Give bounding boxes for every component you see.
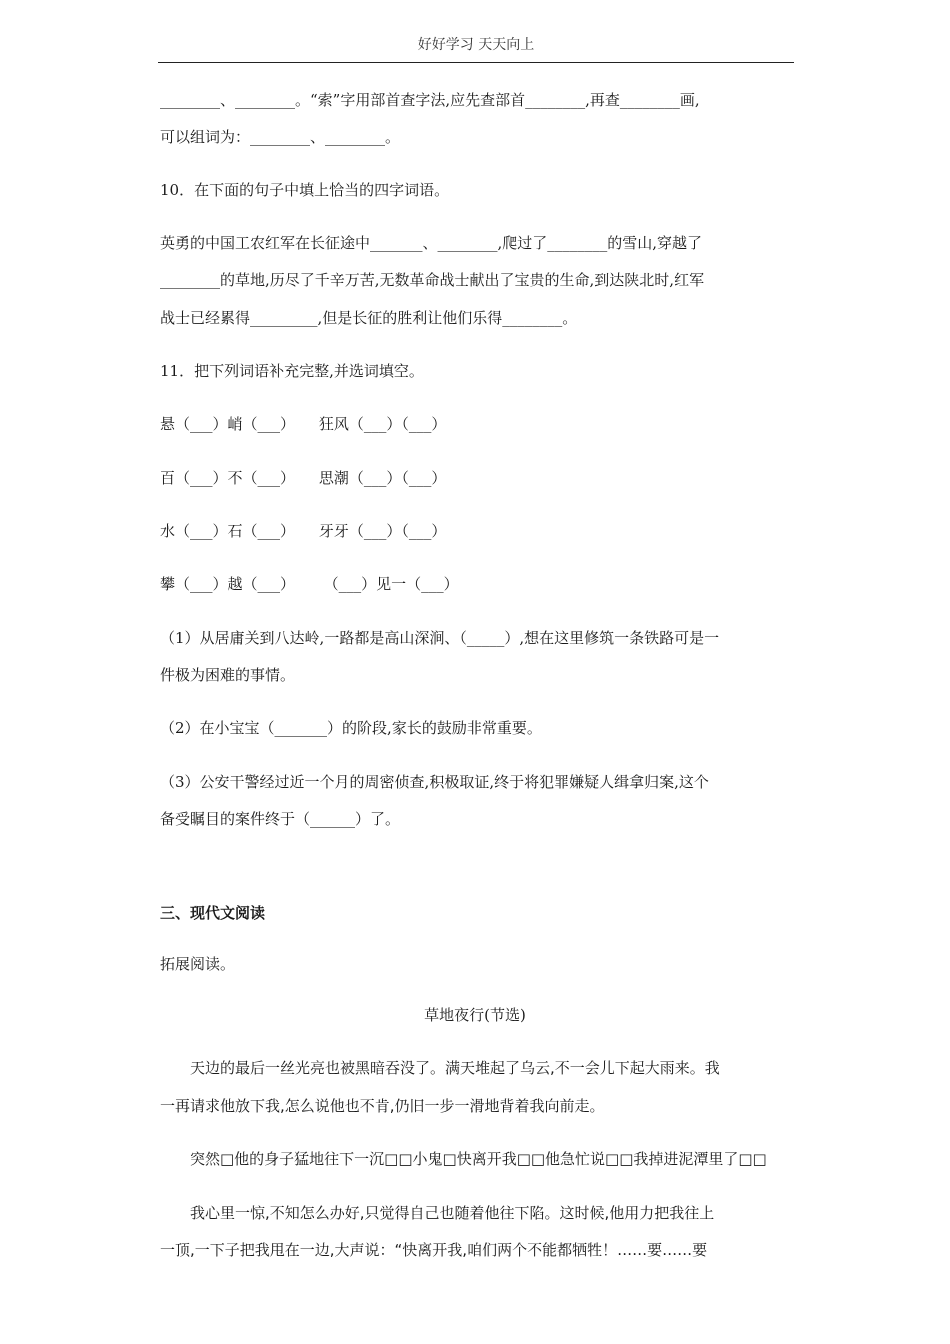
q10-line2: ________的草地,历尽了千辛万苦,无数革命战士献出了宝贵的生命,到达陕北时,红军 bbox=[160, 271, 705, 289]
page-header: 好好学习 天天向上 bbox=[417, 37, 535, 53]
q11-sentence-1-line1: （1）从居庸关到八达岭,一路都是高山深涧、（_____）,想在这里修筑一条铁路可是一 bbox=[160, 629, 720, 647]
section-intro: 拓展阅读。 bbox=[160, 955, 236, 973]
q10-title: 10．在下面的句子中填上恰当的四字词语。 bbox=[160, 181, 450, 199]
q10-line1: 英勇的中国工农红军在长征途中_______、________,爬过了________的雪山,穿越了 bbox=[160, 234, 703, 252]
q11-sentence-3-line1: （3）公安干警经过近一个月的周密侦查,积极取证,终于将犯罪嫌疑人缉拿归案,这个 bbox=[160, 773, 709, 791]
q11-row-3: 水（___）石（___） 牙牙（___）（___） bbox=[160, 522, 447, 540]
q9-tail-line2: 可以组词为：________、________。 bbox=[160, 128, 401, 146]
passage-p3-line1: 我心里一惊,不知怎么办好,只觉得自己也随着他往下陷。这时候,他用力把我往上 bbox=[190, 1204, 715, 1222]
passage-title: 草地夜行(节选) bbox=[424, 1006, 526, 1024]
q11-row-4: 攀（___）越（___） （___）见一（___） bbox=[160, 575, 459, 593]
q11-row-1: 悬（___）峭（___） 狂风（___）（___） bbox=[160, 415, 447, 433]
passage-p3-line2: 一顶,一下子把我甩在一边,大声说：“快离开我,咱们两个不能都牺牲！……要……要 bbox=[160, 1241, 708, 1259]
q10-line3: 战士已经累得_________,但是长征的胜利让他们乐得________。 bbox=[160, 309, 578, 327]
q11-title: 11．把下列词语补充完整,并选词填空。 bbox=[160, 362, 424, 380]
q11-sentence-2: （2）在小宝宝（_______）的阶段,家长的鼓励非常重要。 bbox=[160, 719, 542, 737]
q11-row-2: 百（___）不（___） 思潮（___）（___） bbox=[160, 469, 447, 487]
passage-p1-line1: 天边的最后一丝光亮也被黑暗吞没了。满天堆起了乌云,不一会儿下起大雨来。我 bbox=[190, 1059, 720, 1077]
header-rule bbox=[158, 62, 794, 63]
q9-tail-line1: ________、________。“索”字用部首查字法,应先查部首________,再查________画, bbox=[160, 91, 700, 109]
q11-sentence-1-line2: 件极为困难的事情。 bbox=[160, 666, 296, 684]
passage-p1-line2: 一再请求他放下我,怎么说他也不肯,仍旧一步一滑地背着我向前走。 bbox=[160, 1097, 605, 1115]
section-heading: 三、现代文阅读 bbox=[160, 904, 266, 922]
q11-sentence-3-line2: 备受瞩目的案件终于（______）了。 bbox=[160, 810, 401, 828]
passage-p2: 突然□他的身子猛地往下一沉□□小鬼□快离开我□□他急忙说□□我掉进泥潭里了□□ bbox=[190, 1150, 767, 1168]
